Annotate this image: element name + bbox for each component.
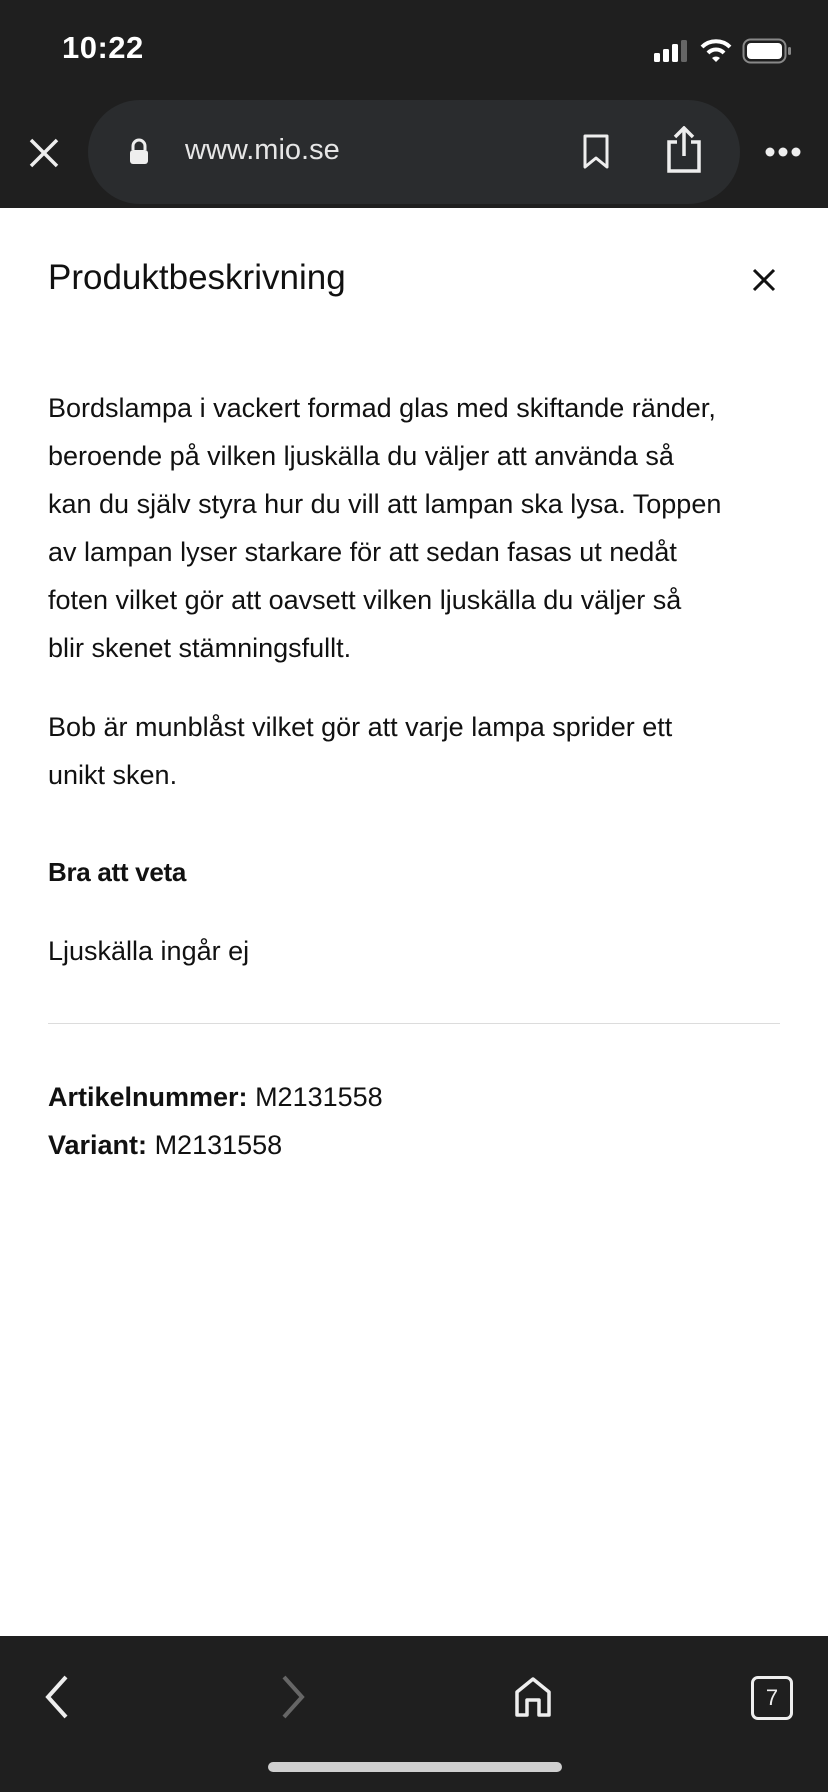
tab-switcher-button[interactable]: 7	[751, 1676, 793, 1720]
share-icon[interactable]	[664, 126, 704, 174]
text-line: foten vilket gör att oavsett vilken ljuskälla du väljer så	[48, 585, 682, 615]
good-to-know-text: Ljuskälla ingår ej	[48, 936, 250, 966]
divider	[48, 1023, 780, 1024]
address-bar[interactable]	[88, 100, 740, 204]
url-text[interactable]: www.mio.se	[185, 134, 340, 166]
good-to-know-heading: Bra att veta	[48, 857, 187, 887]
battery-icon	[742, 38, 792, 64]
modal-title: Produktbeskrivning	[48, 258, 346, 297]
status-icons	[654, 38, 792, 64]
home-icon[interactable]	[514, 1676, 552, 1718]
back-icon[interactable]	[42, 1674, 72, 1720]
browser-top-bar	[0, 0, 828, 208]
description-paragraph-1	[48, 384, 721, 672]
signal-icon	[654, 40, 690, 62]
close-tab-icon[interactable]	[28, 137, 60, 169]
description-paragraph-2	[48, 703, 672, 799]
text-line: beroende på vilken ljuskälla du väljer att använda så	[48, 441, 674, 471]
browser-bottom-bar	[0, 1636, 828, 1792]
bookmark-icon[interactable]	[582, 134, 610, 170]
wifi-icon	[700, 39, 732, 63]
article-number-row	[48, 1073, 383, 1121]
text-line: blir skenet stämningsfullt.	[48, 633, 352, 663]
text-line: Bordslampa i vackert formad glas med skiftande ränder,	[48, 393, 716, 423]
home-indicator[interactable]	[268, 1762, 562, 1772]
lock-icon	[128, 138, 150, 166]
article-number-value: M2131558	[255, 1082, 383, 1112]
forward-icon[interactable]	[278, 1674, 308, 1720]
text-line: unikt sken.	[48, 760, 178, 790]
status-time: 10:22	[62, 30, 144, 65]
text-line: av lampan lyser starkare för att sedan fasas ut nedåt	[48, 537, 677, 567]
more-icon[interactable]	[765, 146, 801, 158]
article-number-label: Artikelnummer:	[48, 1082, 248, 1112]
variant-value: M2131558	[154, 1130, 283, 1160]
variant-label: Variant:	[48, 1130, 148, 1160]
variant-row	[48, 1121, 282, 1169]
text-line: kan du själv styra hur du vill att lampan ska lysa. Toppen	[48, 489, 722, 519]
close-modal-icon[interactable]	[750, 266, 778, 294]
text-line: Bob är munblåst vilket gör att varje lampa sprider ett	[48, 712, 673, 742]
